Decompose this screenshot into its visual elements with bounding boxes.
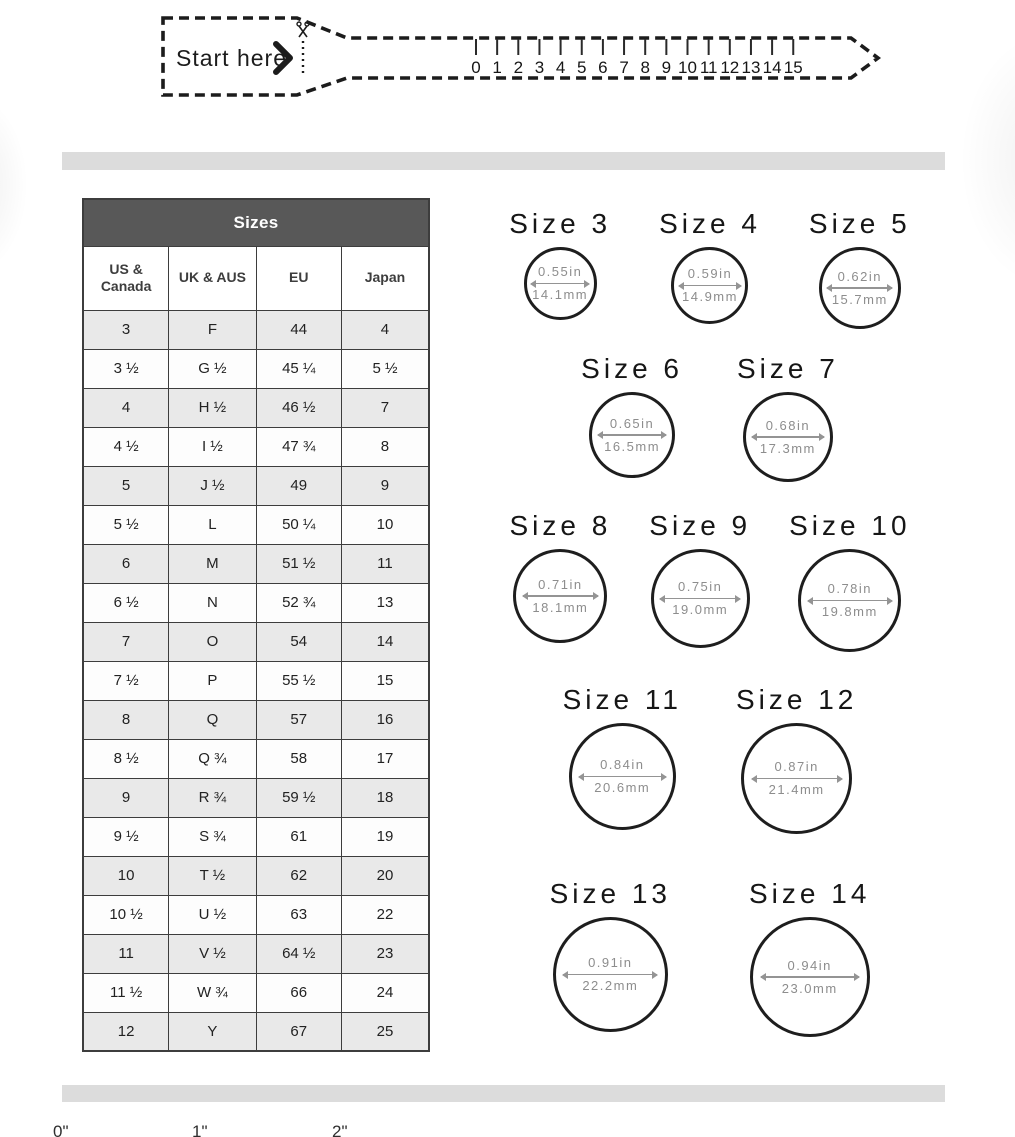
table-cell: 7 — [83, 622, 169, 661]
size-table-wrap — [82, 198, 430, 1052]
table-cell: 11 ½ — [83, 973, 169, 1012]
ring-circle — [569, 723, 676, 830]
table-cell: Q — [169, 700, 256, 739]
diameter-mm: 18.1mm — [532, 599, 589, 615]
ring-size-label: Size 4 — [659, 208, 761, 239]
table-cell: 24 — [341, 973, 429, 1012]
diameter-arrow — [679, 285, 740, 287]
ruler-number: 3 — [534, 58, 545, 77]
ring-item — [550, 876, 671, 1032]
table-row — [83, 505, 429, 544]
ruler-number: 8 — [640, 58, 650, 77]
table-cell: 7 ½ — [83, 661, 169, 700]
table-cell: 17 — [341, 739, 429, 778]
table-cell: 6 — [83, 544, 169, 583]
diameter-arrow — [752, 436, 824, 438]
column-header-row — [83, 246, 429, 310]
column-header-eu: EU — [256, 246, 341, 310]
ring-item — [737, 351, 839, 482]
ring-item — [581, 351, 683, 478]
diameter-inches: 0.68in — [765, 417, 811, 433]
ring-group — [563, 682, 858, 834]
table-cell: 4 ½ — [83, 427, 169, 466]
table-cell: 25 — [341, 1012, 429, 1051]
ruler-number: 14 — [762, 58, 782, 77]
table-cell: 15 — [341, 661, 429, 700]
ring-circle — [819, 247, 901, 329]
ruler-number: 9 — [661, 58, 672, 77]
ring-circle — [524, 247, 597, 320]
ring-item — [749, 876, 870, 1037]
table-row — [83, 934, 429, 973]
table-cell: W ¾ — [169, 973, 256, 1012]
column-header-japan: Japan — [341, 246, 429, 310]
ring-circle — [671, 247, 748, 324]
table-cell: 9 ½ — [83, 817, 169, 856]
table-cell: 59 ½ — [256, 778, 341, 817]
diameter-mm: 15.7mm — [831, 291, 888, 307]
table-cell: 50 ¼ — [256, 505, 341, 544]
diameter-inches: 0.84in — [600, 757, 645, 773]
table-row — [83, 388, 429, 427]
table-row — [83, 856, 429, 895]
ring-item — [563, 682, 682, 830]
table-cell: 64 ½ — [256, 934, 341, 973]
table-row — [83, 583, 429, 622]
table-cell: 23 — [341, 934, 429, 973]
ring-circle — [589, 392, 675, 478]
ring-size-label: Size 10 — [789, 510, 911, 541]
ring-group — [509, 508, 910, 652]
table-cell: P — [169, 661, 256, 700]
diameter-arrow — [752, 778, 842, 780]
diameter-arrow — [660, 598, 740, 600]
table-cell: 14 — [341, 622, 429, 661]
inch-label-0: 0" — [53, 1122, 69, 1137]
ruler-number: 11 — [699, 58, 718, 77]
table-cell: R ¾ — [169, 778, 256, 817]
table-cell: 63 — [256, 895, 341, 934]
table-cell: 5 ½ — [341, 349, 429, 388]
ring-circle — [743, 392, 833, 482]
diameter-mm: 21.4mm — [768, 782, 825, 798]
table-cell: M — [169, 544, 256, 583]
separator-bar-top — [62, 152, 945, 170]
ring-item — [736, 682, 857, 834]
table-row — [83, 700, 429, 739]
ring-size-label: Size 14 — [749, 878, 871, 909]
ring-size-label: Size 3 — [509, 208, 612, 239]
diameter-arrow — [579, 776, 666, 778]
ring-item — [509, 508, 611, 643]
table-cell: 57 — [256, 700, 341, 739]
table-cell: G ½ — [169, 349, 256, 388]
table-cell: 61 — [256, 817, 341, 856]
inch-label-2: 2" — [332, 1122, 348, 1137]
table-cell: 20 — [341, 856, 429, 895]
table-cell: O — [169, 622, 256, 661]
ruler-number: 13 — [741, 58, 761, 77]
column-header-uk-aus: UK & AUS — [169, 246, 256, 310]
ring-circle — [513, 549, 607, 643]
table-cell: 58 — [256, 739, 341, 778]
size-table — [82, 198, 430, 1052]
table-cell: S ¾ — [169, 817, 256, 856]
table-row — [83, 895, 429, 934]
table-cell: 11 — [83, 934, 169, 973]
table-cell: 7 — [341, 388, 429, 427]
table-cell: U ½ — [169, 895, 256, 934]
table-row — [83, 1012, 429, 1051]
diameter-arrow — [531, 283, 589, 285]
table-cell: 22 — [341, 895, 429, 934]
table-row — [83, 310, 429, 349]
ring-group — [581, 351, 839, 482]
diameter-mm: 14.9mm — [682, 289, 738, 305]
diameter-inches: 0.91in — [588, 955, 633, 971]
ring-item — [649, 508, 751, 648]
table-cell: 66 — [256, 973, 341, 1012]
diameter-mm: 19.8mm — [821, 604, 878, 620]
table-cell: 44 — [256, 310, 341, 349]
table-cell: 52 ¾ — [256, 583, 341, 622]
table-cell: 11 — [341, 544, 429, 583]
ring-circle — [553, 917, 668, 1032]
table-cell: 47 ¾ — [256, 427, 341, 466]
table-cell: 5 — [83, 466, 169, 505]
table-cell: 10 — [83, 856, 169, 895]
table-cell: H ½ — [169, 388, 256, 427]
diameter-arrow — [523, 595, 599, 597]
table-cell: Y — [169, 1012, 256, 1051]
ruler-number: 10 — [678, 58, 697, 77]
table-row — [83, 544, 429, 583]
ruler-number: 4 — [555, 58, 566, 77]
table-cell: 5 ½ — [83, 505, 169, 544]
ring-item — [809, 206, 911, 329]
table-cell: 4 — [83, 388, 169, 427]
table-cell: 9 — [341, 466, 429, 505]
ruler-number: 5 — [577, 58, 587, 77]
diameter-mm: 14.1mm — [532, 287, 589, 303]
ruler-number: 12 — [720, 58, 740, 77]
table-cell: 10 — [341, 505, 429, 544]
table-cell: 62 — [256, 856, 341, 895]
table-cell: F — [169, 310, 256, 349]
size-table-body — [83, 310, 429, 1051]
diameter-arrow — [761, 976, 859, 978]
ring-size-label: Size 7 — [737, 353, 839, 384]
ring-group — [550, 876, 871, 1037]
page-curl-left-decoration — [0, 90, 30, 280]
rings-panel — [478, 206, 942, 1037]
table-cell: 12 — [83, 1012, 169, 1051]
ring-size-label: Size 6 — [581, 353, 683, 384]
table-row — [83, 427, 429, 466]
diameter-inches: 0.71in — [538, 576, 583, 592]
diameter-inches: 0.62in — [837, 268, 883, 284]
diameter-mm: 16.5mm — [604, 438, 661, 454]
diameter-inches: 0.75in — [677, 579, 723, 595]
separator-bar-bottom — [62, 1085, 945, 1102]
table-cell: 8 — [83, 700, 169, 739]
ring-circle — [798, 549, 901, 652]
table-row — [83, 739, 429, 778]
table-cell: L — [169, 505, 256, 544]
table-cell: 45 ¼ — [256, 349, 341, 388]
ring-size-label: Size 8 — [509, 510, 612, 541]
table-row — [83, 622, 429, 661]
table-cell: 54 — [256, 622, 341, 661]
diameter-arrow — [598, 434, 667, 436]
table-row — [83, 466, 429, 505]
ring-group — [509, 206, 910, 329]
table-cell: 18 — [341, 778, 429, 817]
ruler-number: 0 — [471, 58, 481, 77]
table-row — [83, 817, 429, 856]
ruler-number: 7 — [619, 58, 629, 77]
table-row — [83, 973, 429, 1012]
table-cell: 3 — [83, 310, 169, 349]
ring-item — [509, 206, 611, 320]
table-cell: 51 ½ — [256, 544, 341, 583]
table-cell: I ½ — [169, 427, 256, 466]
table-cell: 49 — [256, 466, 341, 505]
ruler-number: 15 — [783, 58, 803, 77]
diameter-inches: 0.78in — [827, 581, 873, 597]
table-cell: 8 — [341, 427, 429, 466]
table-cell: N — [169, 583, 256, 622]
table-cell: 13 — [341, 583, 429, 622]
ring-item — [789, 508, 910, 652]
table-row — [83, 661, 429, 700]
ring-sizer-strip — [0, 0, 1015, 115]
ruler-number: 6 — [598, 58, 608, 77]
diameter-arrow — [827, 287, 892, 289]
diameter-inches: 0.94in — [787, 957, 832, 973]
table-cell: 46 ½ — [256, 388, 341, 427]
column-header-us-canada: US & Canada — [83, 246, 169, 310]
ring-size-label: Size 5 — [808, 208, 911, 239]
table-cell: 67 — [256, 1012, 341, 1051]
ring-size-label: Size 12 — [735, 684, 858, 715]
table-cell: V ½ — [169, 934, 256, 973]
table-cell: 55 ½ — [256, 661, 341, 700]
diameter-inches: 0.59in — [687, 266, 733, 282]
ring-size-label: Size 11 — [562, 684, 682, 715]
table-row — [83, 349, 429, 388]
ring-size-label: Size 9 — [649, 510, 752, 541]
scissors-icon — [297, 22, 309, 37]
bottom-inch-ruler — [0, 1122, 1015, 1137]
table-cell: 8 ½ — [83, 739, 169, 778]
table-cell: 9 — [83, 778, 169, 817]
table-cell: 10 ½ — [83, 895, 169, 934]
ring-circle — [651, 549, 750, 648]
diameter-inches: 0.87in — [774, 759, 819, 775]
inch-label-1: 1" — [192, 1122, 208, 1137]
diameter-mm: 20.6mm — [594, 780, 651, 796]
table-cell: Q ¾ — [169, 739, 256, 778]
diameter-arrow — [563, 974, 657, 976]
table-cell: 4 — [341, 310, 429, 349]
diameter-mm: 23.0mm — [781, 980, 838, 996]
diameter-inches: 0.65in — [609, 415, 655, 431]
diameter-mm: 19.0mm — [672, 602, 729, 618]
table-cell: J ½ — [169, 466, 256, 505]
diameter-arrow — [808, 600, 891, 602]
table-row — [83, 778, 429, 817]
start-here-label: Start here — [176, 45, 287, 71]
ruler-number: 2 — [513, 58, 524, 77]
diameter-mm: 17.3mm — [759, 440, 816, 456]
table-cell: T ½ — [169, 856, 256, 895]
table-cell: 3 ½ — [83, 349, 169, 388]
sizer-ruler — [471, 39, 802, 77]
ring-item — [659, 206, 761, 324]
table-cell: 16 — [341, 700, 429, 739]
ring-size-label: Size 13 — [549, 878, 671, 909]
ruler-number: 1 — [492, 58, 502, 77]
table-title: Sizes — [83, 199, 429, 246]
ring-circle — [750, 917, 870, 1037]
ring-circle — [741, 723, 852, 834]
table-cell: 19 — [341, 817, 429, 856]
diameter-inches: 0.55in — [537, 264, 583, 280]
diameter-mm: 22.2mm — [582, 978, 639, 994]
table-cell: 6 ½ — [83, 583, 169, 622]
